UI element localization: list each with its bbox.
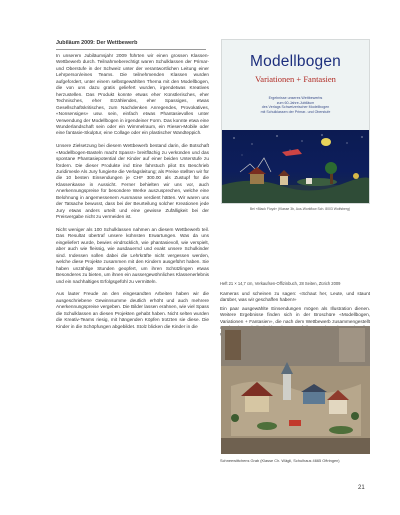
cover-text-line: mit Schulklassen der Primar- und Oberstufe bbox=[260, 109, 331, 114]
night-scene-photo bbox=[222, 130, 369, 204]
diorama-illustration bbox=[221, 326, 370, 454]
cover-text-line: des Verlags Schweizerischer Modellbogen bbox=[261, 105, 330, 110]
section-header: Jubiläum 2009: Der Wettbewerb bbox=[56, 40, 206, 50]
paragraph: In unserem Jubiläumsjahr 2009 führten wir einen grossen Klassen-Wettbewerb durch. Teilnahmeberechtigt waren Schulklassen der Primar- und Oberstufe in der Schweiz unter der verantwortlichen Leitung einer Lehrperson/eines Teams. Die teilnehmenden Klassen wurden aufgefordert, unter einem selbstgewählten Thema mit den Modellbogen, die von uns dazu gratis geliefert wurden, irgendetwas Kreatives herzustellen. Das Produkt konnte etwas eher Künstlerisches, eher Technisches, eher Erzählendes, eher Spassiges, etwas Gesellschaftskritisches, zum Nachdenken Anregendes, Provokatives, «Nonsensiges» usw. sein, einfach etwas Phantasievolles unter Verwendung der Modellbogen in irgendeiner Form. Das konnte etwa eine Wunderlandschaft sein oder ein Wimmelraum, ein Riesen-Mobile oder eine fantasie-Skulptur, eine Collage oder ein plastischer Wandteppich. bbox=[56, 53, 209, 136]
paragraph: Unsere Zielsetzung bei diesem Wettbewerb bestand darin, die Botschaft «Modellbogen-Basteln macht Spass!» breitflächig zu verkünden und das spontane Phantasiepotential der Kinder auf einer beiden Unterstufe zu fördern. Die dieser Produkte ind Eine fahrstuch pilot Es Beschrieb Juridimesle Als Jury fungierte die Verlagsleitung; als Preise stellten wir für die 10 besten Einsendungen je CHF 300.00 als Zustupf für die Klassenkasse in Aussicht. Ferner behielten wir uns vor, auch Anerkennungspreise für besondere Werke auszusprechen, welche eine Belohnung in angemessenem Ausmasse verdient hätten. Wir waren uns der Tatsache bewusst, dass bei der Beurteilung solcher Kreationen jede Jury etwas anders urteilt und eine gewisse Zufälligkeit bei der Preisvergabe nicht zu vermeiden ist. bbox=[56, 143, 209, 220]
brochure-caption: Heft 21 × 14,7 cm, Verkaufsen-Offizinbuch, 28 Seiten, Zürich 2009 bbox=[220, 281, 341, 286]
night-scene-illustration bbox=[222, 130, 370, 204]
left-text-column bbox=[56, 53, 209, 336]
cover-text bbox=[222, 96, 369, 114]
diorama-caption: Schneewittchens Grab (Klasse Ch. Wägli, Schulhaus 4665 Oftringen) bbox=[220, 458, 340, 463]
brochure-cover-image bbox=[221, 39, 370, 204]
page-number: 21 bbox=[358, 485, 365, 491]
diorama-photo bbox=[221, 326, 370, 454]
cover-photo-caption: Bei «Black Floyd» (Klasse 3b, Aus-Workflow Sch. 8003 Wolfsberg) bbox=[249, 207, 351, 211]
cover-title: Modellbogen bbox=[250, 53, 341, 70]
paragraph: Kameras und scheinen zu sagen: «Schaut her, Leute, und staunt darüber, was wir geschaffen haben!» bbox=[220, 291, 370, 303]
cover-text-line: Ergebnisse unseres Wettbewerbs bbox=[268, 96, 323, 100]
paragraph: Nicht weniger als 100 Schulklassen nahmen an diesem Wettbewerb teil. Das Resultat übertraf unsere kühnsten Erwartungen. Was da uns eingeliefert wurde, bewies eindrücklich, wie phantasievoll, wie verspielt, aber auch wie fleissig, wie ausdauernd und exakt unsere Schulkinder sind. Indessen sollen dabei die Lehrkräfte nicht vergessen werden, welche diese Projekte zusammen mit den Kindern ausgeführt haben. Sie haben unzählige Stunden geopfert, um ihren Schützlingen etwas Besonderes zu bieten, um ihnen ein aussergewöhnliches Klassenerlebnis und ein nachhaltiges Erfolgsgefühl zu vermitteln. bbox=[56, 226, 209, 284]
cover-subtitle: Variationen + Fantasien bbox=[255, 74, 336, 84]
paragraph: Ein paar ausgewählte Einsendungen mögen als Illustration dienen. Weitere Ergebnisse finden sich in der Broschüre «Modellbogen, Variationen + Fantasien», die nach dem Wettbewerb zusammengestellt bbox=[220, 305, 370, 324]
cover-text-line: zum 60-Jahre-Jubiläum bbox=[276, 100, 315, 105]
paragraph: Aus lauter Freude an den eingesandten Arbeiten haben wir die ausgeschriebene Gewinnsumme deutlich erhöht und auch mehrere Anerkennungspreise vergeben. Die Bilder lassen erahnen, wie viel Spass die Schulklassen an diesen Projekten gehabt haben. Nicht selten wurden die Kreativ-Teams riesig, mit hängenden Köpfen trotzten sie diese. Die Kinder in die Schöpfungen abgebildet. Stolz blicken die Kinder in die bbox=[56, 291, 209, 329]
